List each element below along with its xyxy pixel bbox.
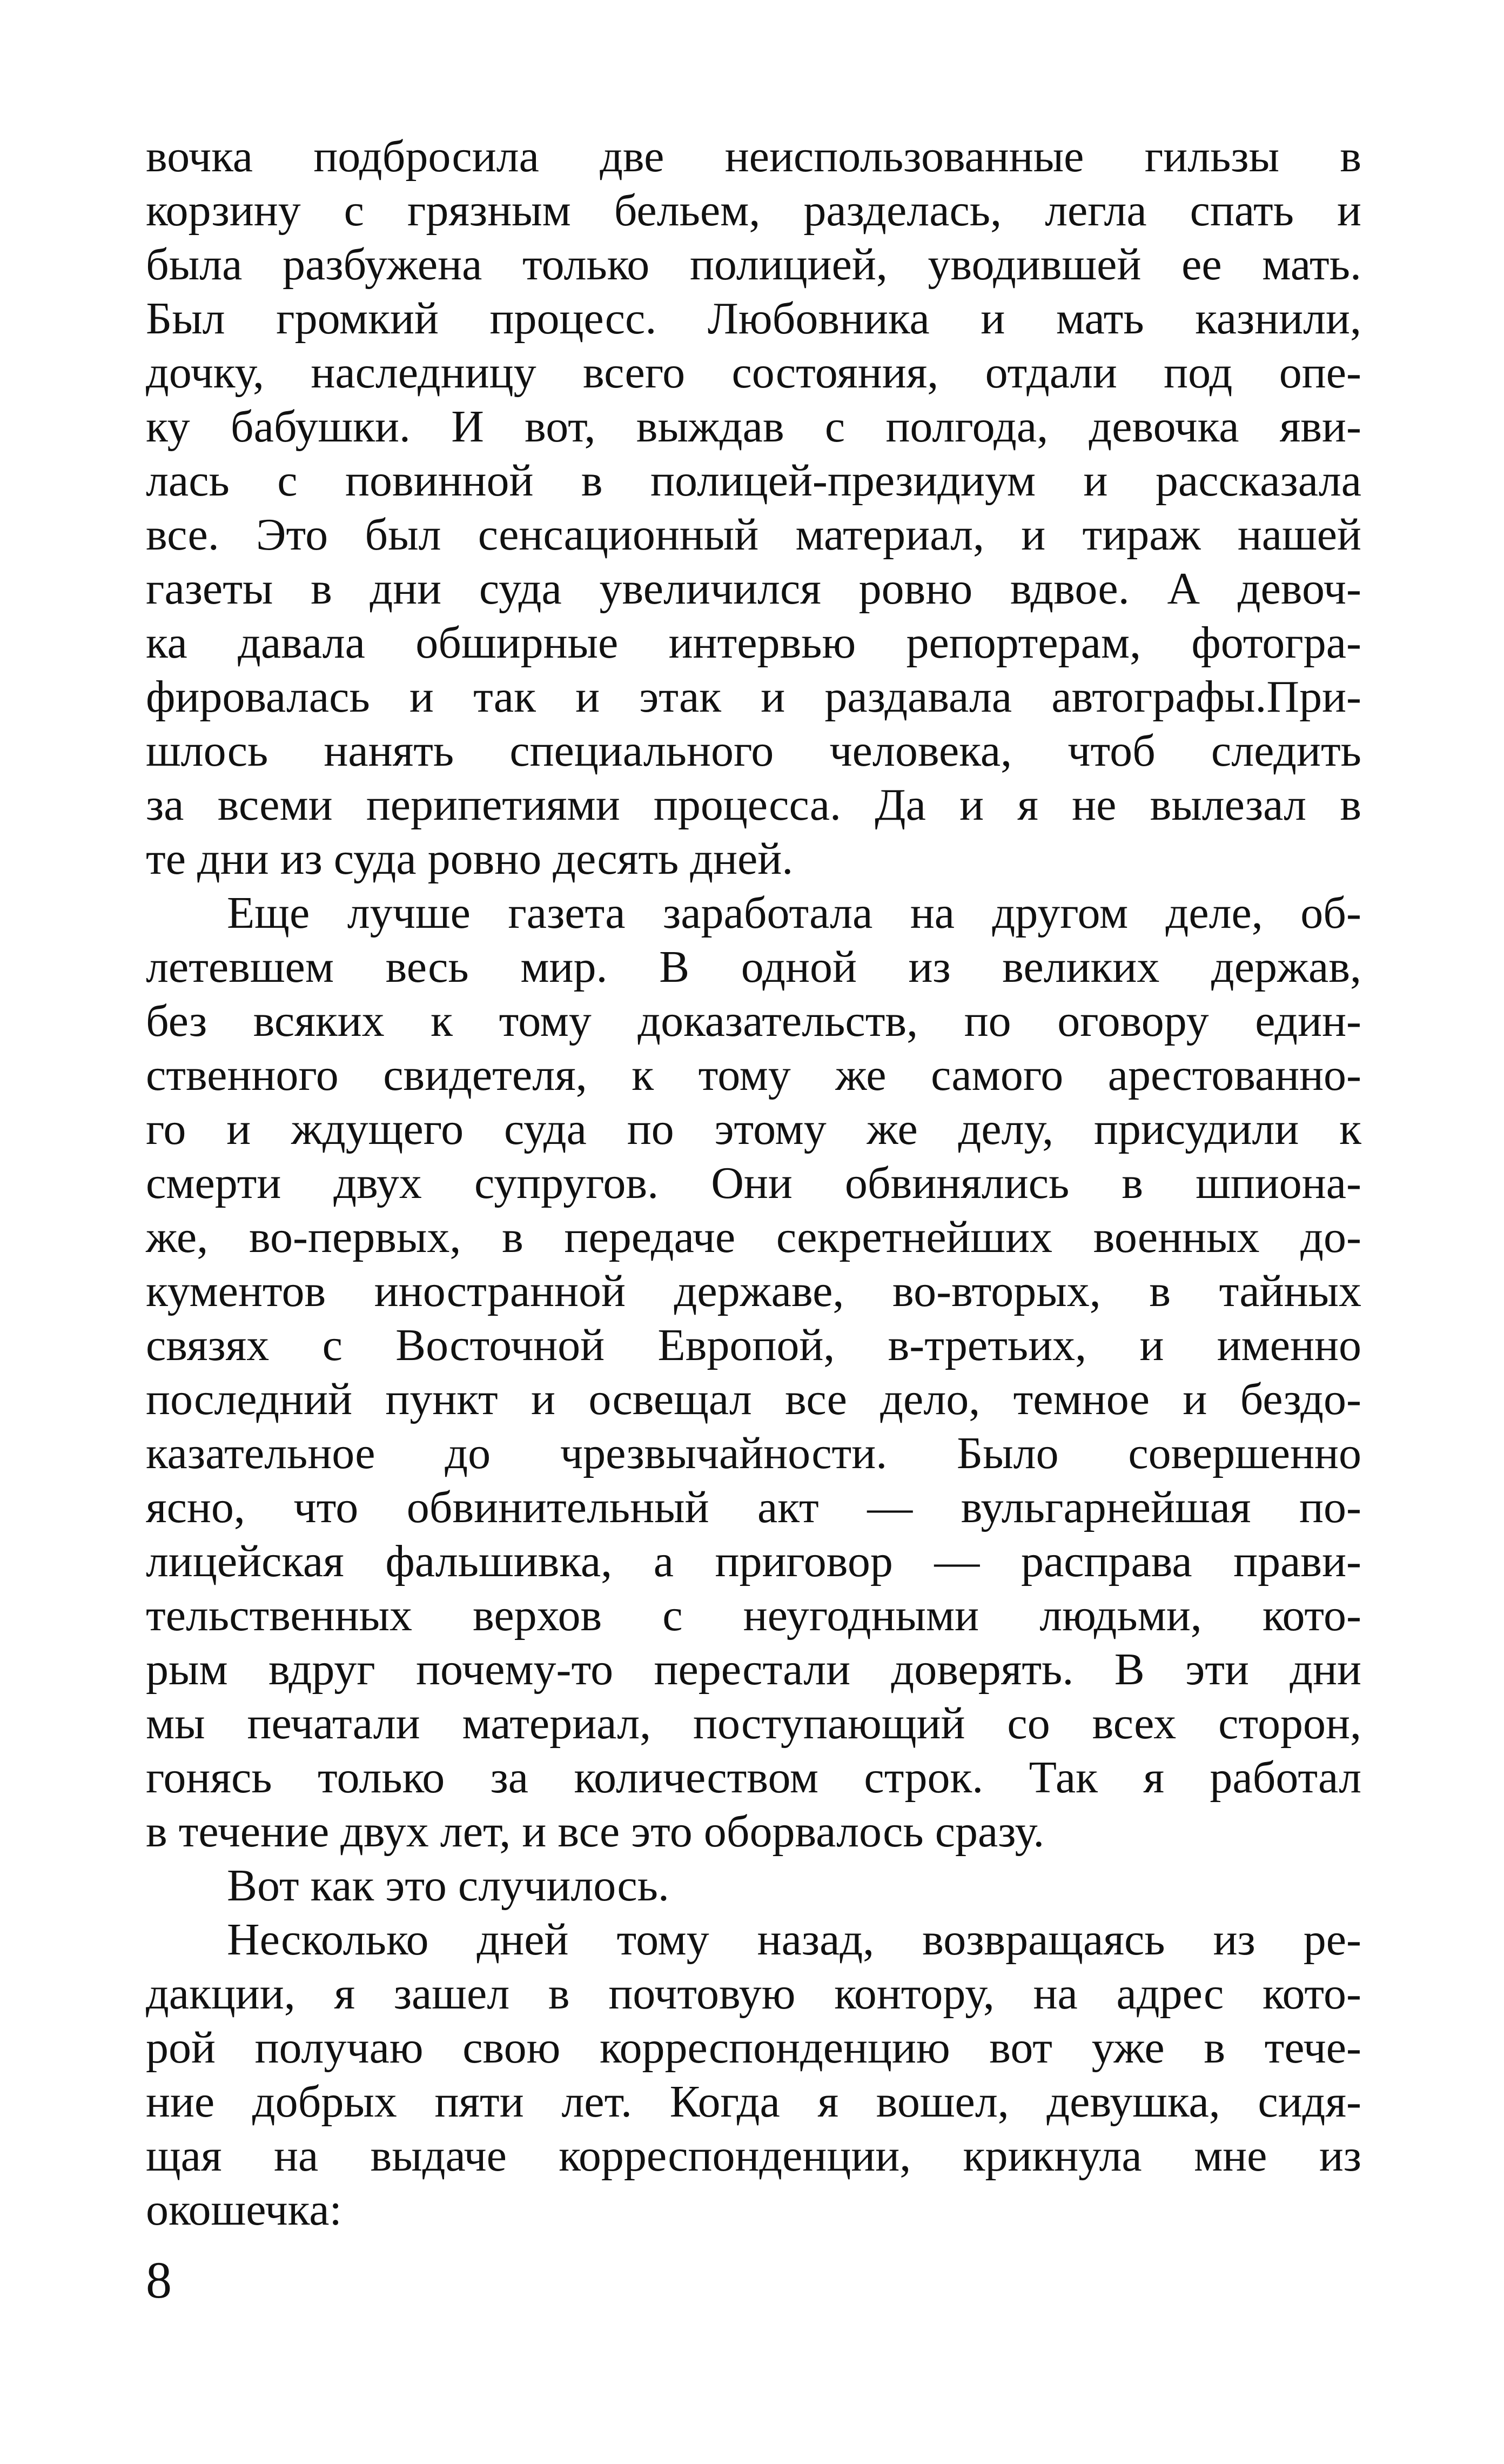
text-line: была разбужена только полицией, уводившей ее мать.: [146, 239, 1361, 290]
text-line: связях с Восточной Европой, в-третьих, и именно: [146, 1320, 1361, 1370]
text-line: же, во-первых, в передаче секретнейших военных до-: [146, 1212, 1361, 1262]
text-line: гонясь только за количеством строк. Так я работал: [146, 1752, 1361, 1803]
text-line: все. Это был сенсационный материал, и тираж нашей: [146, 510, 1361, 560]
text-line: кументов иностранной державе, во-вторых, в тайных: [146, 1266, 1361, 1316]
text-line: ственного свидетеля, к тому же самого арестованно-: [146, 1050, 1361, 1100]
text-line: тельственных верхов с неугодными людьми, кото-: [146, 1590, 1361, 1641]
text-line: за всеми перипетиями процесса. Да и я не вылезал в: [146, 780, 1361, 830]
text-line: го и ждущего суда по этому же делу, присудили к: [146, 1104, 1361, 1154]
text-line: рым вдруг почему-то перестали доверять. В эти дни: [146, 1644, 1361, 1695]
text-line: казательное до чрезвычайности. Было совершенно: [146, 1428, 1361, 1478]
text-line: шлось нанять специального человека, чтоб следить: [146, 726, 1361, 776]
text-line: рой получаю свою корреспонденцию вот уже в тече-: [146, 2023, 1361, 2073]
text-line: мы печатали материал, поступающий со всех сторон,: [146, 1698, 1361, 1749]
text-line: дочку, наследницу всего состояния, отдали под опе-: [146, 347, 1361, 398]
text-line: дакции, я зашел в почтовую контору, на адрес кото-: [146, 1968, 1361, 2019]
text-line: вочка подбросила две неиспользованные гильзы в: [146, 131, 1361, 182]
text-line: без всяких к тому доказательств, по оговору един-: [146, 996, 1361, 1046]
text-line: окошечка:: [146, 2185, 342, 2235]
text-line: Был громкий процесс. Любовника и мать казнили,: [146, 293, 1361, 344]
text-line: Вот как это случилось.: [227, 1860, 669, 1911]
text-line: ясно, что обвинительный акт — вульгарнейшая по-: [146, 1482, 1361, 1532]
text-line: в течение двух лет, и все это оборвалось сразу.: [146, 1806, 1045, 1857]
text-line: щая на выдаче корреспонденции, крикнула мне из: [146, 2131, 1361, 2181]
text-line: ние добрых пяти лет. Когда я вошел, девушка, сидя-: [146, 2077, 1361, 2127]
text-line: Еще лучше газета заработала на другом деле, об-: [227, 888, 1361, 938]
text-line: лась с повинной в полицей-президиум и рассказала: [146, 456, 1361, 506]
text-line: фировалась и так и этак и раздавала автографы.При-: [146, 672, 1361, 722]
text-line: летевшем весь мир. В одной из великих держав,: [146, 942, 1361, 992]
text-line: газеты в дни суда увеличился ровно вдвое. А девоч-: [146, 564, 1361, 614]
text-line: корзину с грязным бельем, разделась, легла спать и: [146, 185, 1361, 236]
text-line: ку бабушки. И вот, выждав с полгода, девочка яви-: [146, 401, 1361, 452]
text-line: лицейская фальшивка, а приговор — расправа прави-: [146, 1536, 1361, 1586]
text-line: Несколько дней тому назад, возвращаясь из ре-: [227, 1914, 1361, 1965]
body-text: [146, 130, 1361, 2237]
text-line: те дни из суда ровно десять дней.: [146, 834, 794, 884]
page-number: 8: [146, 2251, 172, 2309]
text-line: смерти двух супругов. Они обвинялись в шпиона-: [146, 1158, 1361, 1208]
text-line: ка давала обширные интервью репортерам, фотогра-: [146, 618, 1361, 668]
text-line: последний пункт и освещал все дело, темное и бездо-: [146, 1374, 1361, 1424]
